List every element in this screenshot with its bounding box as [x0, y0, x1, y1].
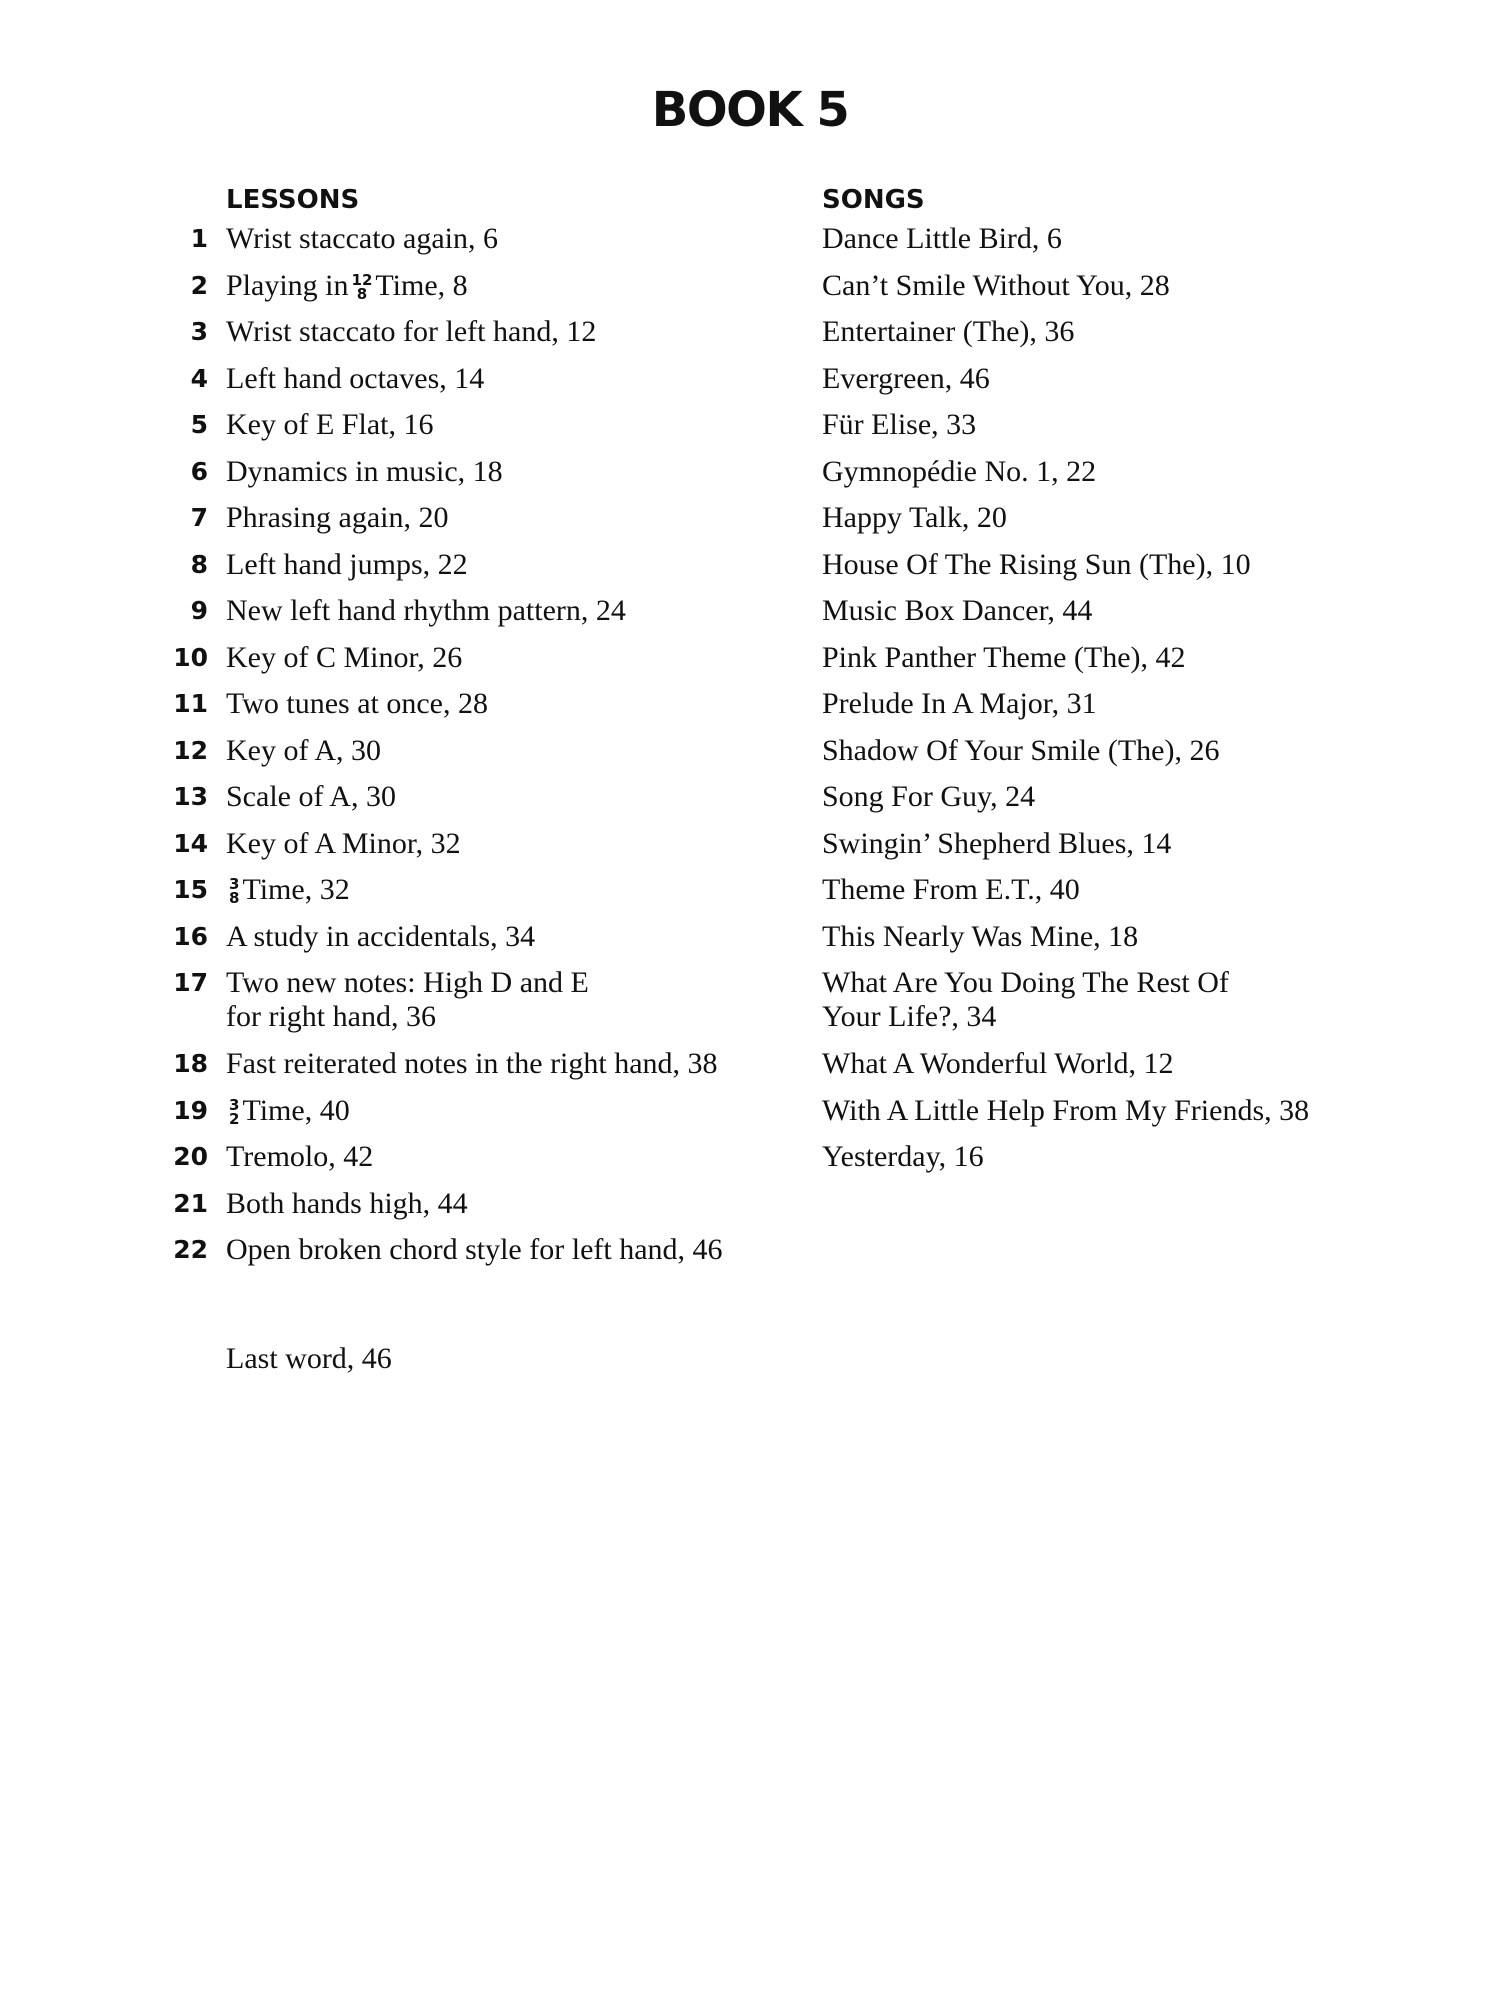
lesson-item	[160, 827, 800, 874]
lesson-title: Open broken chord style for left hand, 46	[226, 1233, 723, 1266]
lesson-number: 5	[190, 410, 208, 439]
lessons-header: LESSONS	[226, 185, 360, 215]
time-signature-bottom: 8	[356, 284, 368, 303]
lesson-title: Key of A, 30	[226, 733, 381, 767]
lesson-item	[160, 269, 800, 316]
lesson-item	[160, 222, 800, 269]
song-item: Dance Little Bird, 6	[822, 222, 1062, 255]
lesson-item	[160, 501, 800, 548]
song-item: Swingin’ Shepherd Blues, 14	[822, 826, 1172, 860]
song-item: What A Wonderful World, 12	[822, 1047, 1174, 1080]
lesson-title: New left hand rhythm pattern, 24	[226, 594, 626, 627]
lesson-item	[160, 641, 800, 688]
lesson-item	[160, 315, 800, 362]
lesson-number: 13	[173, 782, 208, 811]
lesson-item	[160, 1233, 800, 1280]
song-item: Can’t Smile Without You, 28	[822, 268, 1170, 302]
lesson-title: Wrist staccato for left hand, 12	[226, 315, 597, 348]
lesson-item	[160, 1140, 800, 1187]
song-item: This Nearly Was Mine, 18	[822, 919, 1139, 953]
lesson-item	[160, 455, 800, 502]
lesson-number: 20	[173, 1142, 208, 1171]
songs-list	[822, 222, 1462, 1187]
lesson-item	[160, 734, 800, 781]
lesson-title: A study in accidentals, 34	[226, 919, 536, 953]
time-signature	[229, 877, 239, 905]
lesson-title: Tremolo, 42	[226, 1140, 374, 1173]
song-item: Für Elise, 33	[822, 408, 977, 441]
song-item	[822, 966, 1462, 1047]
lesson-item	[160, 1187, 800, 1234]
lesson-title: Left hand octaves, 14	[226, 361, 485, 395]
time-signature-top: 3	[229, 875, 240, 893]
lesson-item	[160, 780, 800, 827]
lesson-number: 2	[190, 270, 208, 300]
lesson-number: 14	[173, 828, 208, 858]
song-item: Evergreen, 46	[822, 361, 990, 395]
lesson-number: 11	[173, 689, 208, 718]
lesson-title: Scale of A, 30	[226, 780, 396, 813]
lesson-item	[160, 687, 800, 734]
lesson-number: 22	[173, 1235, 208, 1264]
song-title-line: What Are You Doing The Rest Of	[822, 966, 1229, 999]
lesson-title: Key of C Minor, 26	[226, 640, 463, 674]
time-signature-top: 3	[229, 1095, 240, 1114]
song-item: Happy Talk, 20	[822, 501, 1007, 534]
song-item: Entertainer (The), 36	[822, 315, 1075, 348]
song-item: Song For Guy, 24	[822, 780, 1036, 813]
lesson-title-suffix: Time, 32	[242, 873, 350, 906]
lesson-title: Left hand jumps, 22	[226, 547, 468, 581]
lesson-title-prefix: Playing in	[226, 268, 349, 302]
lesson-number: 8	[190, 549, 208, 579]
time-signature	[229, 1095, 240, 1128]
lesson-item	[160, 594, 800, 641]
lesson-item	[160, 920, 800, 967]
lesson-item	[160, 873, 800, 920]
lesson-title: Both hands high, 44	[226, 1186, 468, 1220]
lessons-list	[160, 222, 800, 1280]
song-item: Theme From E.T., 40	[822, 873, 1080, 906]
lesson-number: 7	[190, 503, 208, 532]
lesson-title	[226, 966, 800, 1047]
song-item: With A Little Help From My Friends, 38	[822, 1093, 1310, 1127]
time-signature-top: 12	[351, 270, 373, 289]
lesson-title: Key of E Flat, 16	[226, 408, 434, 441]
lesson-number: 3	[190, 317, 208, 346]
lesson-item	[160, 966, 800, 1047]
time-signature-bottom: 8	[229, 889, 240, 907]
lesson-title: Key of A Minor, 32	[226, 826, 461, 860]
song-item: Prelude In A Major, 31	[822, 687, 1097, 720]
lesson-number: 21	[173, 1188, 208, 1218]
lesson-number: 19	[173, 1095, 208, 1125]
song-item: House Of The Rising Sun (The), 10	[822, 547, 1251, 581]
song-item: Shadow Of Your Smile (The), 26	[822, 733, 1220, 767]
lesson-item	[160, 1094, 800, 1141]
song-item: Yesterday, 16	[822, 1140, 984, 1173]
lesson-number: 10	[173, 642, 208, 672]
song-title-line: Your Life?, 34	[822, 1000, 997, 1033]
lesson-number: 18	[173, 1049, 208, 1078]
lesson-title-line: for right hand, 36	[226, 1000, 436, 1033]
lesson-number: 4	[190, 363, 208, 393]
lesson-title	[226, 269, 800, 316]
lesson-title	[226, 873, 800, 920]
lesson-title-suffix: Time, 40	[242, 1093, 350, 1127]
lesson-item	[160, 408, 800, 455]
lesson-number: 16	[173, 921, 208, 951]
page-title: BOOK 5	[651, 82, 849, 138]
lesson-title	[226, 1094, 800, 1141]
lesson-number: 9	[190, 596, 208, 625]
lesson-title: Fast reiterated notes in the right hand, 38	[226, 1047, 718, 1080]
lesson-item	[160, 362, 800, 409]
lesson-item	[160, 1047, 800, 1094]
lesson-number: 17	[173, 968, 208, 997]
songs-header: SONGS	[822, 185, 925, 215]
time-signature-bottom: 2	[229, 1109, 240, 1128]
song-item: Pink Panther Theme (The), 42	[822, 640, 1186, 674]
song-item: Music Box Dancer, 44	[822, 594, 1093, 627]
lesson-title: Dynamics in music, 18	[226, 454, 503, 488]
lesson-number: 15	[173, 875, 208, 904]
lesson-item	[160, 548, 800, 595]
lesson-number: 6	[190, 456, 208, 486]
lesson-title: Two tunes at once, 28	[226, 687, 489, 720]
song-item: Gymnopédie No. 1, 22	[822, 454, 1097, 488]
lesson-title-line: Two new notes: High D and E	[226, 966, 589, 999]
last-word-entry: Last word, 46	[226, 1342, 392, 1375]
lesson-title-suffix: Time, 8	[375, 268, 468, 302]
lesson-number: 12	[173, 735, 208, 765]
lesson-number: 1	[190, 224, 208, 253]
time-signature	[351, 270, 373, 303]
lesson-title: Wrist staccato again, 6	[226, 222, 499, 255]
lesson-title: Phrasing again, 20	[226, 501, 449, 534]
